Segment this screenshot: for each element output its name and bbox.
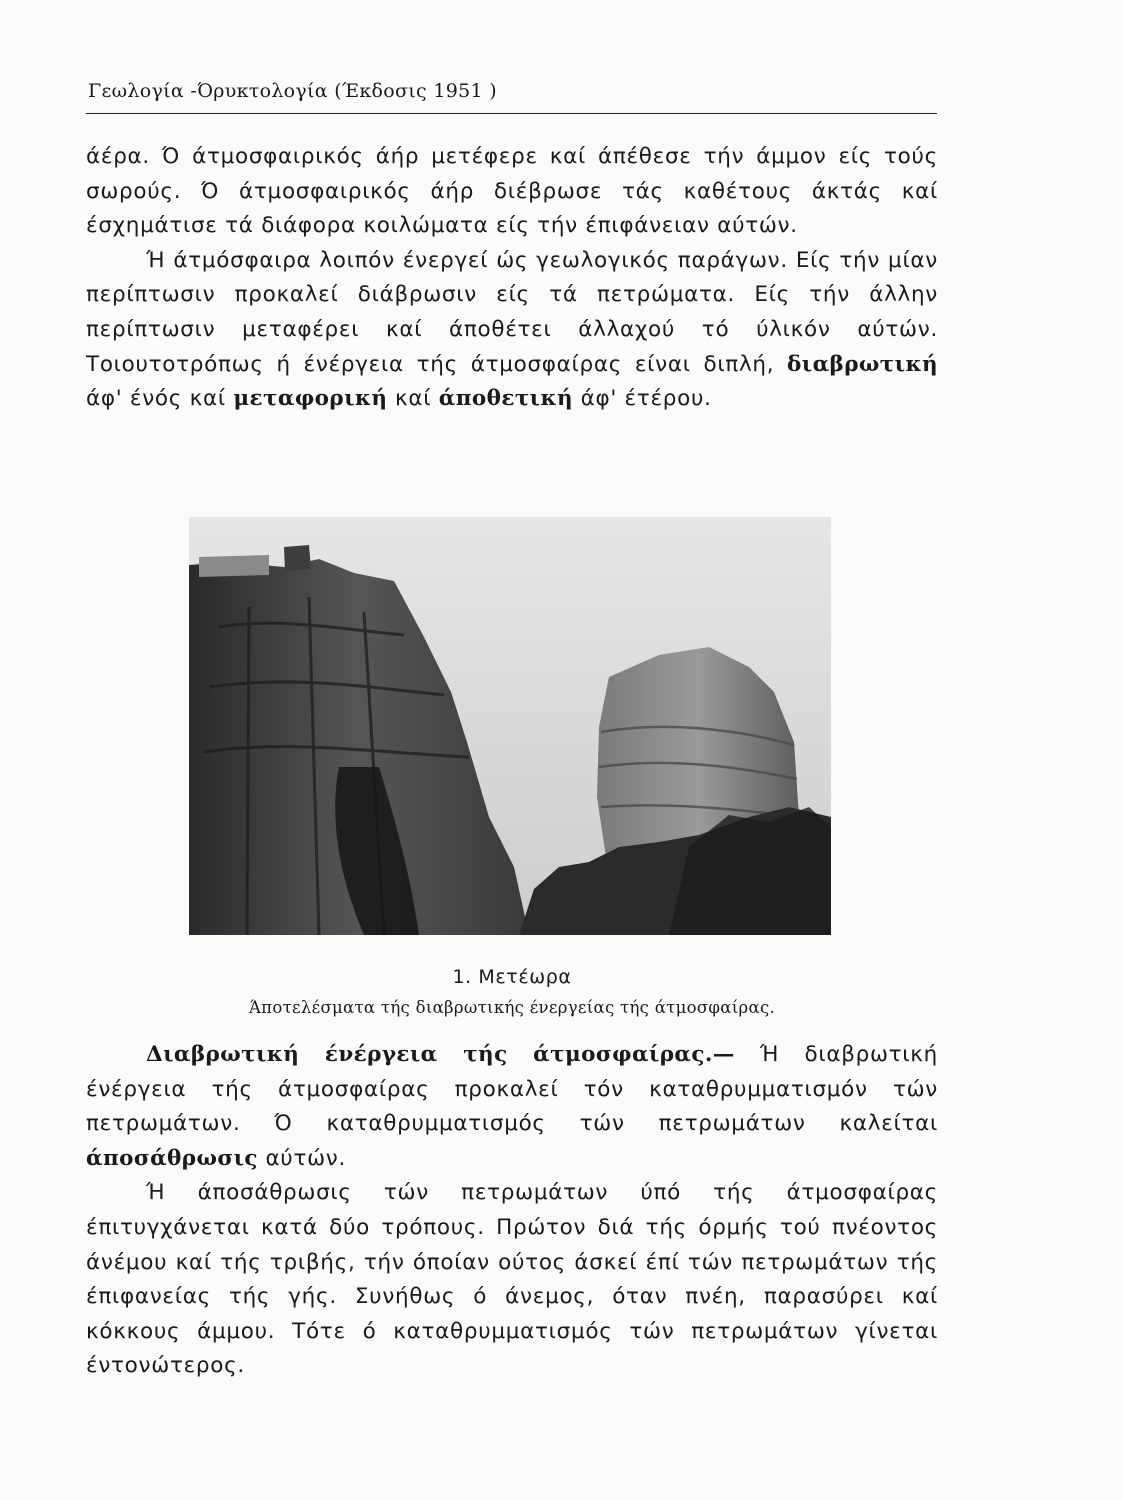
- term-apothetiki: άποθετική: [438, 386, 574, 412]
- paragraph-4: Ή άποσάθρωσις τών πετρωμάτων ύπό τής άτμοσφαίρας έπιτυγχάνεται κατά δύο τρόπους. Πρώτον διά τής όρμής τού πνέοντος άνέμου καί τής τριβής, τήν όποίαν ούτος άσκεί έπί τών πετρωμάτων τής έπιφανείας τής γής. Συνήθως ό άνεμος, όταν πνέη, παρασύρει καί κόκκους άμμου. Τότε ό καταθρυμματισμός τών πετρωμάτων γίνεται έντονώτερος.: [86, 1180, 938, 1379]
- term-diavrotiki: διαβρωτική: [787, 351, 938, 377]
- term-metaforiki: μεταφορική: [233, 386, 388, 412]
- paragraph-3: Διαβρωτική ένέργεια τής άτμοσφαίρας.— Ή διαβρωτική ένέργεια τής άτμοσφαίρας προκαλεί τόν καταθρυμματισμόν τών πετρωμάτων. Ό καταθρυμματισμός τών πετρωμάτων καλείται άποσάθρωσις αύτών.: [86, 1042, 938, 1171]
- running-header: Γεωλογία -Όρυκτολογία (Έκδοσις 1951 ): [88, 80, 497, 102]
- paragraph-2: Ή άτμόσφαιρα λοιπόν ένεργεί ώς γεωλογικός παράγων. Είς τήν μίαν περίπτωσιν προκαλεί διάβρωσιν είς τά πετρώματα. Είς τήν άλλην περίπτωσιν μεταφέρει καί άποθέτει άλλαχού τό ύλικόν αύτών. Τοιουτοτρόπως ή ένέργεια τής άτμοσφαίρας είναι διπλή, διαβρωτική άφ' ένός καί μεταφορική καί άποθετική άφ' έτέρου.: [86, 247, 938, 412]
- term-aposathrosis: άποσάθρωσις: [86, 1145, 258, 1171]
- section-heading: Διαβρωτική ένέργεια τής άτμοσφαίρας.—: [146, 1042, 735, 1067]
- figure-title: 1. Μετέωρα: [452, 966, 572, 988]
- section-top-text: [86, 140, 938, 417]
- section-bottom-text: [86, 1038, 938, 1384]
- meteora-photo: [189, 517, 831, 935]
- paragraph-1: άέρα. Ό άτμοσφαιρικός άήρ μετέφερε καί άπέθεσε τήν άμμον είς τούς σωρούς. Ό άτμοσφαιρικός άήρ διέβρωσε τάς καθέτους άκτάς καί έσχημάτισε τά διάφορα κοιλώματα είς τήν έπιφάνειαν αύτών.: [86, 144, 938, 239]
- figure-description: Άποτελέσματα τής διαβρωτικής ένεργείας τής άτμοσφαίρας.: [248, 998, 776, 1017]
- header-rule: [86, 113, 937, 114]
